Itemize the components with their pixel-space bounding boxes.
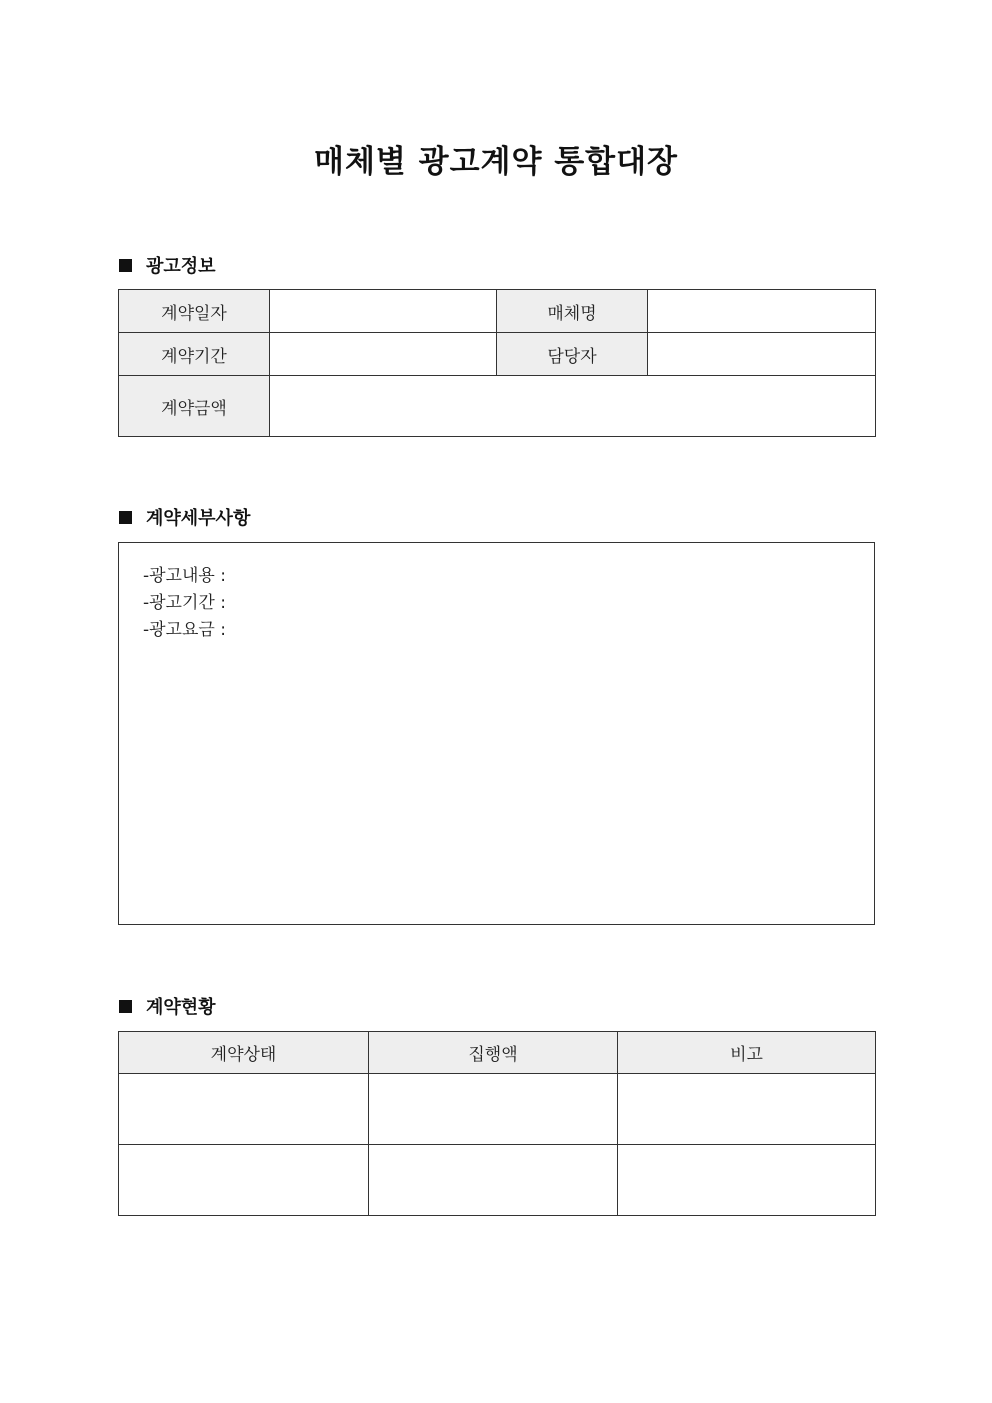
remarks-cell[interactable] — [618, 1074, 876, 1145]
table-header-row — [119, 1032, 876, 1074]
status-cell[interactable] — [119, 1145, 369, 1216]
remarks-cell[interactable] — [618, 1145, 876, 1216]
section-heading-ad-info — [119, 253, 216, 277]
contract-details-box[interactable] — [118, 542, 875, 925]
page-title: 매체별 광고계약 통합대장 — [314, 144, 678, 180]
executed-amount-cell[interactable] — [369, 1074, 618, 1145]
table-row — [119, 333, 876, 376]
square-bullet-icon — [119, 511, 132, 524]
contract-amount-field[interactable] — [270, 376, 876, 437]
contract-details-list — [143, 563, 226, 644]
ad-fee-line: -광고요금 : — [143, 620, 226, 640]
contract-status-table — [118, 1031, 876, 1216]
executed-amount-cell[interactable] — [369, 1145, 618, 1216]
column-header-executed-amount: 집행액 — [369, 1032, 618, 1074]
contract-period-label: 계약기간 — [119, 333, 270, 376]
status-cell[interactable] — [119, 1074, 369, 1145]
section-heading-contract-details — [119, 505, 250, 529]
ad-info-table — [118, 289, 876, 437]
table-row — [119, 1074, 876, 1145]
table-row — [119, 376, 876, 437]
square-bullet-icon — [119, 259, 132, 272]
square-bullet-icon — [119, 1000, 132, 1013]
column-header-remarks: 비고 — [618, 1032, 876, 1074]
section-heading-contract-status — [119, 994, 216, 1018]
media-name-field[interactable] — [648, 290, 876, 333]
contract-date-label: 계약일자 — [119, 290, 270, 333]
manager-label: 담당자 — [497, 333, 648, 376]
contract-date-field[interactable] — [270, 290, 497, 333]
section-heading-label: 광고정보 — [146, 256, 216, 277]
table-row — [119, 290, 876, 333]
column-header-status: 계약상태 — [119, 1032, 369, 1074]
ad-content-line: -광고내용 : — [143, 566, 226, 586]
ad-period-line: -광고기간 : — [143, 593, 226, 613]
contract-period-field[interactable] — [270, 333, 497, 376]
media-name-label: 매체명 — [497, 290, 648, 333]
manager-field[interactable] — [648, 333, 876, 376]
table-row — [119, 1145, 876, 1216]
section-heading-label: 계약현황 — [146, 997, 216, 1018]
section-heading-label: 계약세부사항 — [146, 508, 251, 529]
contract-amount-label: 계약금액 — [119, 376, 270, 437]
